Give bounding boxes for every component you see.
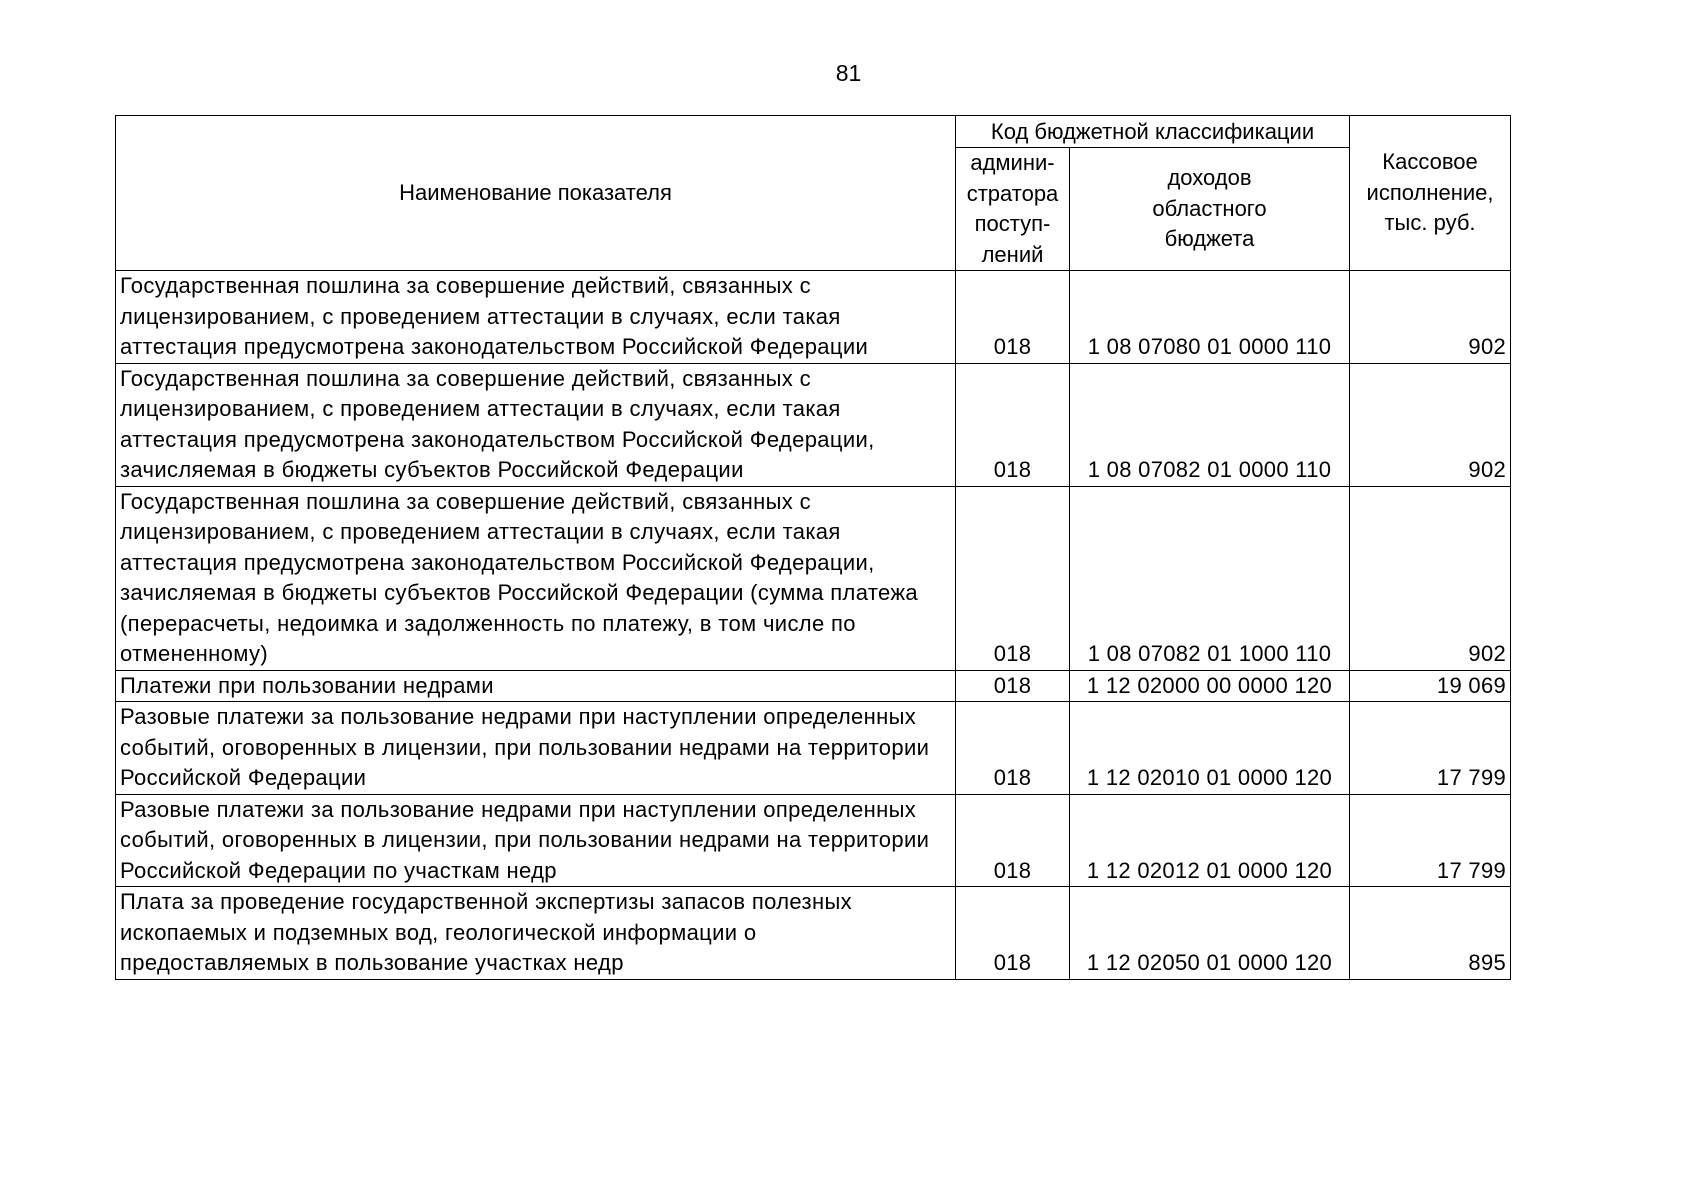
row-admin-code: 018 xyxy=(956,702,1070,795)
header-amount xyxy=(1350,116,1511,271)
table-row xyxy=(116,271,1511,364)
row-revenue-code: 1 08 07080 01 0000 110 xyxy=(1070,271,1350,364)
row-name: Плата за проведение государственной экспертизы запасов полезных ископаемых и подземных вод, геологической информации о предоставляемых в пользование участках недр xyxy=(116,887,956,980)
row-revenue-code: 1 12 02012 01 0000 120 xyxy=(1070,794,1350,887)
header-name-label: Наименование показателя xyxy=(399,179,672,205)
table-row xyxy=(116,702,1511,795)
header-amount-label: Кассовое исполнение, тыс. руб. xyxy=(1366,149,1494,236)
row-name: Государственная пошлина за совершение действий, связанных с лицензированием, с проведением аттестации в случаях, если такая аттестация предусмотрена законодательством Российской Федерации, зачисляемая в бюджеты субъектов Российской Федерации xyxy=(116,363,956,486)
header-revenue-label: доходов областного бюджета xyxy=(1152,165,1267,252)
header-admin-label: админи- стратора поступ- лений xyxy=(966,150,1059,267)
table-row xyxy=(116,363,1511,486)
table-body xyxy=(116,271,1511,980)
table-row xyxy=(116,670,1511,702)
header-admin xyxy=(956,148,1070,271)
row-admin-code: 018 xyxy=(956,363,1070,486)
header-code-group xyxy=(956,116,1350,148)
table-header xyxy=(116,116,1511,271)
row-amount: 19 069 xyxy=(1350,670,1511,702)
row-name: Государственная пошлина за совершение действий, связанных с лицензированием, с проведением аттестации в случаях, если такая аттестация предусмотрена законодательством Российской Федерации, зачисляемая в бюджеты субъектов Российской Федерации (сумма платежа (перерасчеты, недоимка и задолженность по платежу, в том числе по отмененному) xyxy=(116,486,956,670)
row-admin-code: 018 xyxy=(956,271,1070,364)
header-code-group-label: Код бюджетной классификации xyxy=(990,118,1315,144)
header-row-top xyxy=(116,116,1511,148)
table-row xyxy=(116,486,1511,670)
row-amount: 902 xyxy=(1350,363,1511,486)
row-admin-code: 018 xyxy=(956,794,1070,887)
page-number: 81 xyxy=(835,60,862,86)
row-admin-code: 018 xyxy=(956,887,1070,980)
row-name: Разовые платежи за пользование недрами при наступлении определенных событий, оговоренных в лицензии, при пользовании недрами на территории Российской Федерации xyxy=(116,702,956,795)
row-name: Платежи при пользовании недрами xyxy=(116,670,956,702)
row-admin-code: 018 xyxy=(956,670,1070,702)
budget-revenue-table xyxy=(115,115,1511,980)
row-revenue-code: 1 12 02000 00 0000 120 xyxy=(1070,670,1350,702)
row-amount: 902 xyxy=(1350,271,1511,364)
row-revenue-code: 1 12 02050 01 0000 120 xyxy=(1070,887,1350,980)
table-row xyxy=(116,794,1511,887)
row-amount: 17 799 xyxy=(1350,794,1511,887)
table-row xyxy=(116,887,1511,980)
header-name xyxy=(116,116,956,271)
row-revenue-code: 1 12 02010 01 0000 120 xyxy=(1070,702,1350,795)
row-name: Разовые платежи за пользование недрами при наступлении определенных событий, оговоренных в лицензии, при пользовании недрами на территории Российской Федерации по участкам недр xyxy=(116,794,956,887)
row-amount: 17 799 xyxy=(1350,702,1511,795)
row-amount: 895 xyxy=(1350,887,1511,980)
header-revenue xyxy=(1070,148,1350,271)
row-admin-code: 018 xyxy=(956,486,1070,670)
row-name: Государственная пошлина за совершение действий, связанных с лицензированием, с проведением аттестации в случаях, если такая аттестация предусмотрена законодательством Российской Федерации xyxy=(116,271,956,364)
row-revenue-code: 1 08 07082 01 1000 110 xyxy=(1070,486,1350,670)
row-amount: 902 xyxy=(1350,486,1511,670)
row-revenue-code: 1 08 07082 01 0000 110 xyxy=(1070,363,1350,486)
